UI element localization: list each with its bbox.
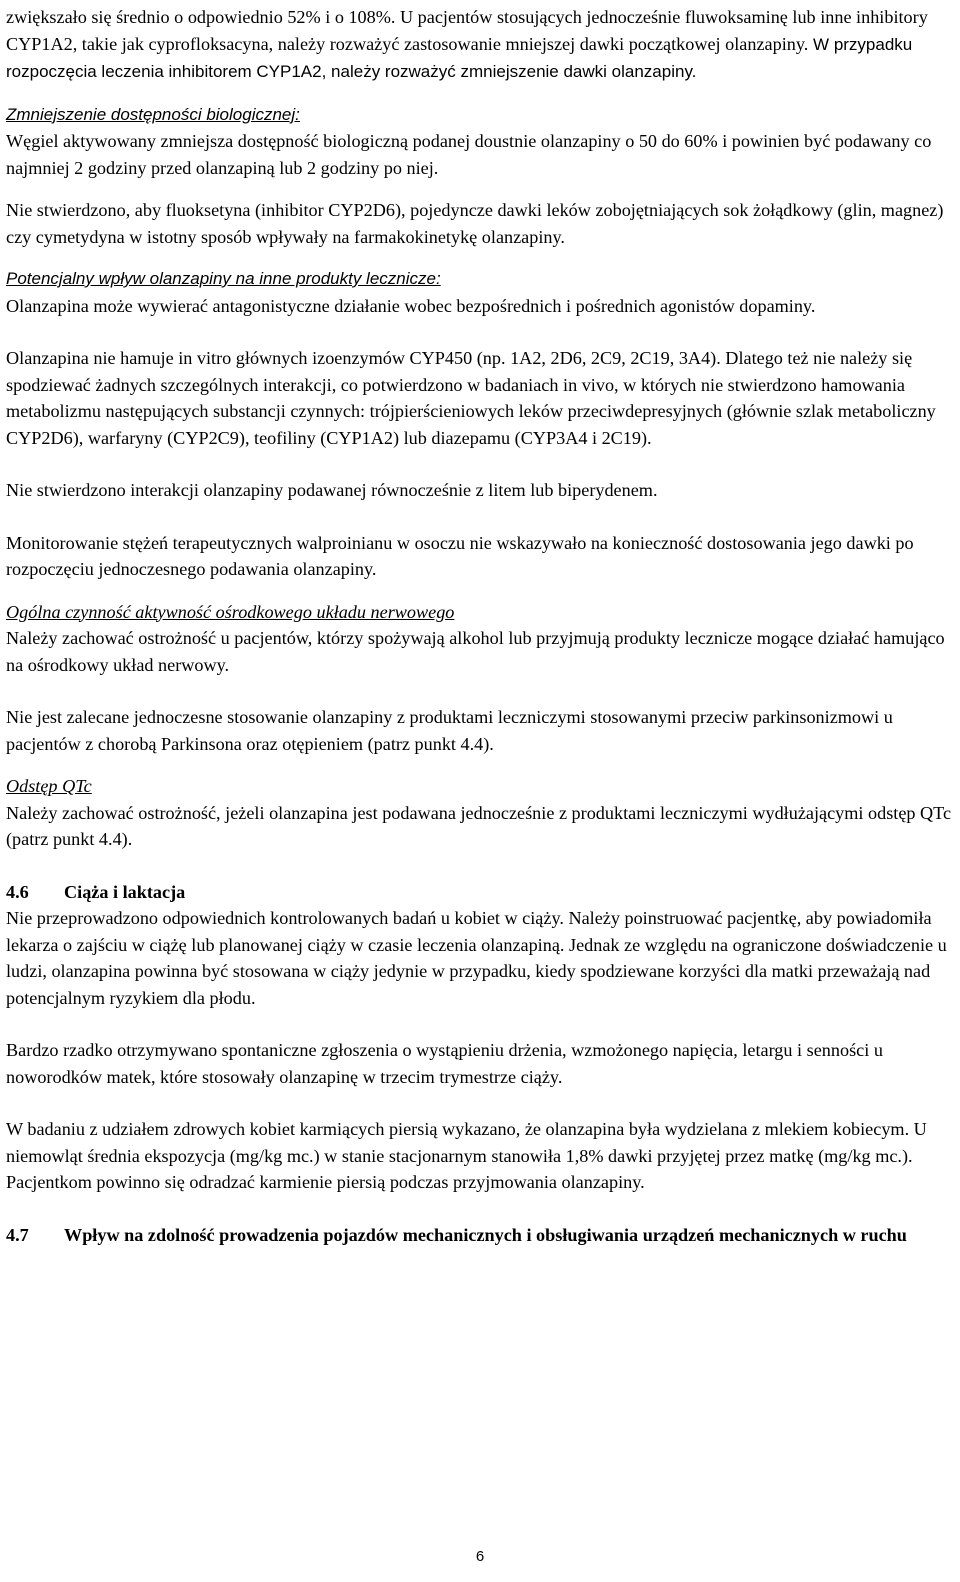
paragraph-fluoxetine: Nie stwierdzono, aby fluoksetyna (inhibitor CYP2D6), pojedyncze dawki leków zobojętniających sok żołądkowy (glin, magnez) czy cymetydyna w istotny sposób wpływały na farmakokinetykę olanzapiny.: [6, 200, 944, 247]
paragraph-text-sans: W przypadku rozpoczęcia leczenia inhibitorem CYP1A2, należy rozważyć zmniejszenie dawki olanzapiny.: [6, 34, 913, 81]
paragraph-cyp450: Olanzapina nie hamuje in vitro głównych izoenzymów CYP450 (np. 1A2, 2D6, 2C9, 2C19, 3A4). Dlatego też nie należy się spodziewać żadnych szczególnych interakcji, co potwierdzono w badaniach in vivo, w których nie stwierdzono hamowania metabolizmu następujących substancji czynnych: trójpierścieniowych leków przeciwdepresyjnych (głównie szlak metaboliczny CYP2D6), warfaryny (CYP2C9), teofiliny (CYP1A2) lub diazepamu (CYP3A4 i 2C19).: [6, 348, 936, 448]
paragraph-lithium: Nie stwierdzono interakcji olanzapiny podawanej równocześnie z litem lub biperydenem.: [6, 480, 658, 500]
paragraph-activated-charcoal: Węgiel aktywowany zmniejsza dostępność biologiczną podanej doustnie olanzapiny o 50 do 60% i powinien być podawany co najmniej 2 godziny przed olanzapiną lub 2 godziny po niej.: [6, 131, 932, 178]
subheading-bioavailability: Zmniejszenie dostępności biologicznej:: [6, 104, 300, 124]
paragraph-newborns: Bardzo rzadko otrzymywano spontaniczne zgłoszenia o wystąpieniu drżenia, wzmożonego napięcia, letargu i senności u noworodków matek, które stosowały olanzapinę w trzecim trymestrze ciąży.: [6, 1040, 883, 1087]
subheading-other-products: Potencjalny wpływ olanzapiny na inne produkty lecznicze:: [6, 269, 441, 288]
section-number: 4.6: [6, 881, 29, 902]
paragraph-breastfeeding: W badaniu z udziałem zdrowych kobiet karmiących piersią wykazano, że olanzapina była wydzielana z mlekiem kobiecym. U niemowląt średnia ekspozycja (mg/kg mc.) w stanie stacjonarnym stanowiła 1,8% dawki przyjętej przez matkę (mg/kg mc.). Pacjentkom powinno się odradzać karmienie piersią podczas przyjmowania olanzapiny.: [6, 1119, 927, 1192]
section-title: Ciąża i laktacja: [64, 881, 186, 902]
paragraph-pregnancy: Nie przeprowadzono odpowiednich kontrolowanych badań u kobiet w ciąży. Należy poinstruować pacjentkę, aby powiadomiła lekarza o zajściu w ciążę lub planowanej ciąży w czasie leczenia olanzapiną. Jednak ze względu na ograniczone doświadczenie u ludzi, olanzapina powinna być stosowana w ciąży jedynie w przypadku, kiedy spodziewane korzyści dla matki przeważają nad potencjalnym ryzykiem dla płodu.: [6, 908, 947, 1008]
page-number: 6: [475, 1548, 485, 1565]
paragraph-parkinson: Nie jest zalecane jednoczesne stosowanie olanzapiny z produktami leczniczymi stosowanymi przeciw parkinsonizmowi u pacjentów z chorobą Parkinsona oraz otępieniem (patrz punkt 4.4).: [6, 707, 893, 754]
subheading-cns: Ogólna czynność aktywność ośrodkowego układu nerwowego: [6, 601, 455, 622]
paragraph-alcohol: Należy zachować ostrożność u pacjentów, którzy spożywają alkohol lub przyjmują produkty lecznicze mogące działać hamująco na ośrodkowy układ nerwowy.: [6, 628, 945, 675]
paragraph-text: zwiększało się średnio o odpowiednio 52% i o 108%. U pacjentów stosujących jednocześnie fluwoksaminę lub inne inhibitory CYP1A2, takie jak cyprofloksacyna, należy rozważyć zastosowanie mniejszej dawki początkowej olanzapiny.: [6, 7, 928, 54]
paragraph-valproate: Monitorowanie stężeń terapeutycznych walproinianu w osoczu nie wskazywało na konieczność dostosowania jego dawki po rozpoczęciu jednoczesnego podawania olanzapiny.: [6, 532, 914, 579]
section-number: 4.7: [6, 1224, 29, 1245]
section-heading-4-6: [6, 879, 952, 906]
section-title: Wpływ na zdolność prowadzenia pojazdów mechanicznych i obsługiwania urządzeń mechanicznych w ruchu: [64, 1224, 907, 1245]
paragraph-dopamine-agonists: Olanzapina może wywierać antagonistyczne działanie wobec bezpośrednich i pośrednich agonistów dopaminy.: [6, 295, 816, 316]
paragraph-cyp1a2-inhibitors: [6, 4, 952, 86]
paragraph-qtc: Należy zachować ostrożność, jeżeli olanzapina jest podawana jednocześnie z produktami leczniczymi wydłużającymi odstęp QTc (patrz punkt 4.4).: [6, 802, 952, 849]
subheading-qtc: Odstęp QTc: [6, 776, 92, 796]
section-heading-4-7: [6, 1222, 952, 1249]
